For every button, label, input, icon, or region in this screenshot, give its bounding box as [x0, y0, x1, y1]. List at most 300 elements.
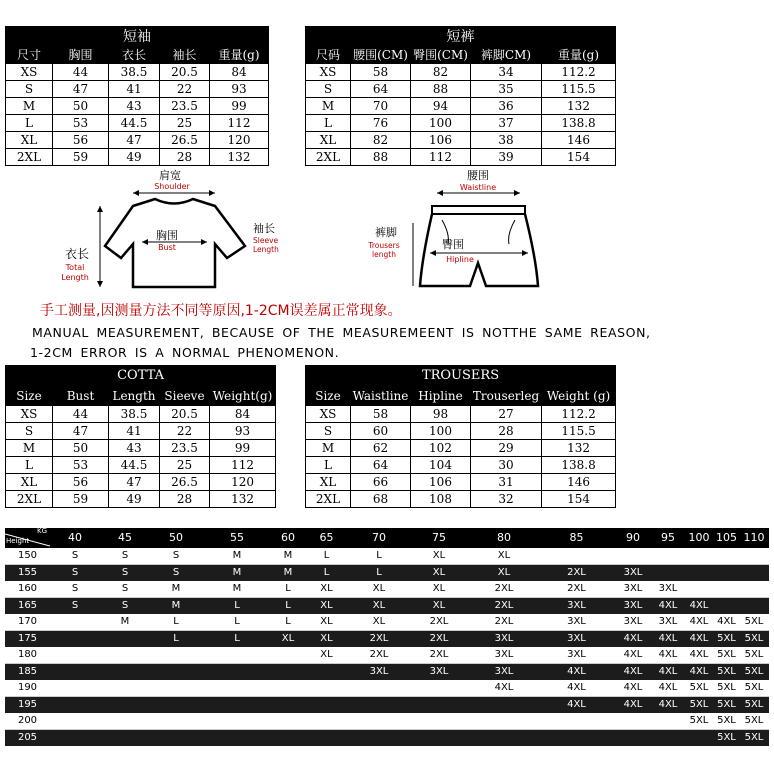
grid-corner-cell — [5, 528, 50, 548]
size-cell: S — [150, 548, 202, 565]
size-cell — [684, 581, 714, 598]
size-cell: L — [272, 614, 304, 631]
value-cell: 102 — [411, 440, 471, 457]
size-cell: 2XL — [349, 631, 409, 648]
size-cell — [150, 680, 202, 697]
size-cell — [50, 614, 100, 631]
value-cell: 70 — [351, 98, 411, 115]
size-cell: 5XL — [714, 713, 739, 730]
value-cell: 28 — [471, 423, 542, 440]
value-cell: 26.5 — [160, 132, 210, 149]
size-cell: 4XL — [539, 664, 614, 681]
size-cell: 3XL — [539, 614, 614, 631]
size-cell — [150, 664, 202, 681]
size-cell — [409, 713, 469, 730]
size-cell: XL — [349, 581, 409, 598]
value-cell: 49 — [109, 491, 160, 508]
value-cell: 28 — [160, 149, 210, 166]
value-cell: 56 — [53, 474, 109, 491]
size-cell: XL — [306, 132, 351, 149]
weight-header-cell: 65 — [304, 528, 349, 548]
size-cell: 2XL — [306, 491, 351, 508]
value-cell: 62 — [351, 440, 411, 457]
size-cell: S — [100, 598, 150, 615]
waist-label-cn: 腰围 — [467, 169, 489, 182]
size-cell: 5XL — [739, 631, 769, 648]
value-cell: 20.5 — [160, 406, 210, 423]
size-cell — [202, 697, 272, 714]
size-cell — [739, 565, 769, 582]
weight-header-cell: 60 — [272, 528, 304, 548]
size-cell: S — [6, 423, 53, 440]
trouser-label-en-2: length — [372, 250, 396, 259]
value-cell: 49 — [109, 149, 160, 166]
height-cell: 165 — [5, 598, 50, 615]
grid-row — [5, 647, 769, 664]
grid-row — [5, 664, 769, 681]
header-cell: 臀围(CM) — [411, 47, 471, 64]
size-cell: M — [6, 440, 53, 457]
value-cell: 104 — [411, 457, 471, 474]
height-cell: 185 — [5, 664, 50, 681]
weight-header-cell: 50 — [150, 528, 202, 548]
value-cell: 34 — [471, 64, 542, 81]
value-cell: 84 — [210, 64, 269, 81]
grid-row — [5, 631, 769, 648]
size-cell: 5XL — [714, 647, 739, 664]
header-cell: 衣长 — [109, 47, 160, 64]
table-row — [6, 149, 269, 166]
value-cell: 84 — [210, 406, 276, 423]
header-cell: 胸围 — [53, 47, 109, 64]
table-row — [6, 406, 276, 423]
value-cell: 56 — [53, 132, 109, 149]
value-cell: 38 — [471, 132, 542, 149]
value-cell: 154 — [542, 149, 616, 166]
size-cell — [202, 680, 272, 697]
value-cell: 39 — [471, 149, 542, 166]
size-cell: 5XL — [684, 713, 714, 730]
size-cell — [100, 631, 150, 648]
size-cell: 3XL — [614, 565, 652, 582]
size-cell: XL — [304, 631, 349, 648]
table-row — [306, 457, 616, 474]
size-cell — [469, 730, 539, 747]
size-cell — [739, 598, 769, 615]
value-cell: 47 — [53, 423, 109, 440]
size-cell: S — [50, 548, 100, 565]
size-cell: 3XL — [539, 598, 614, 615]
value-cell: 60 — [351, 423, 411, 440]
table-row — [306, 115, 616, 132]
size-cell: 4XL — [652, 680, 684, 697]
hip-label-cn: 臀围 — [442, 238, 464, 251]
size-cell: M — [6, 98, 53, 115]
height-cell: 170 — [5, 614, 50, 631]
size-cell — [272, 647, 304, 664]
sleeve-label-cn: 袖长 — [253, 222, 275, 235]
size-cell — [614, 548, 652, 565]
value-cell: 58 — [351, 64, 411, 81]
size-cell — [652, 565, 684, 582]
value-cell: 29 — [471, 440, 542, 457]
weight-header-cell: 40 — [50, 528, 100, 548]
value-cell: 20.5 — [160, 64, 210, 81]
size-cell — [684, 548, 714, 565]
size-cell: 5XL — [739, 647, 769, 664]
size-cell: L — [202, 598, 272, 615]
size-cell — [100, 730, 150, 747]
size-cell: 5XL — [714, 680, 739, 697]
table-row — [6, 423, 276, 440]
size-cell: 4XL — [684, 664, 714, 681]
header-cell: 腰围(CM) — [351, 47, 411, 64]
value-cell: 132 — [542, 440, 616, 457]
size-cell: M — [272, 565, 304, 582]
size-cell: XL — [349, 598, 409, 615]
value-cell: 112.2 — [542, 406, 616, 423]
size-cell: 4XL — [614, 631, 652, 648]
value-cell: 100 — [411, 423, 471, 440]
value-cell: 50 — [53, 98, 109, 115]
weight-header-cell: 95 — [652, 528, 684, 548]
size-cell: XL — [349, 614, 409, 631]
size-cell — [272, 697, 304, 714]
waist-label-en: Waistline — [459, 183, 497, 192]
hip-label-en: Hipline — [446, 255, 474, 264]
weight-header-cell: 75 — [409, 528, 469, 548]
shorts-measurement-diagram — [360, 168, 560, 298]
header-cell: Weight(g) — [210, 387, 276, 406]
length-label-en-1: Total — [65, 263, 85, 272]
size-cell: 3XL — [652, 614, 684, 631]
value-cell: 30 — [471, 457, 542, 474]
size-cell: 2XL — [409, 614, 469, 631]
height-cell: 195 — [5, 697, 50, 714]
size-cell — [409, 730, 469, 747]
table-row — [306, 132, 616, 149]
size-cell: 5XL — [714, 664, 739, 681]
grid-row — [5, 730, 769, 747]
size-cell — [469, 713, 539, 730]
grid-row — [5, 581, 769, 598]
table-row — [6, 64, 269, 81]
value-cell: 41 — [109, 423, 160, 440]
value-cell: 112 — [411, 149, 471, 166]
size-cell — [50, 713, 100, 730]
size-cell — [652, 713, 684, 730]
size-cell: S — [306, 423, 351, 440]
size-cell: XS — [6, 64, 53, 81]
size-cell: 3XL — [539, 631, 614, 648]
size-cell: L — [304, 548, 349, 565]
value-cell: 132 — [542, 98, 616, 115]
size-cell: 3XL — [409, 664, 469, 681]
size-cell: 4XL — [652, 631, 684, 648]
table-row — [306, 491, 616, 508]
grid-row — [5, 680, 769, 697]
weight-header-cell: 100 — [684, 528, 714, 548]
trouser-label-en-1: Trousers — [368, 241, 400, 250]
size-cell — [714, 581, 739, 598]
size-cell — [100, 680, 150, 697]
size-cell — [202, 647, 272, 664]
size-cell — [150, 647, 202, 664]
height-cell: 190 — [5, 680, 50, 697]
size-cell — [739, 548, 769, 565]
size-cell: S — [306, 81, 351, 98]
height-cell: 180 — [5, 647, 50, 664]
size-cell — [409, 680, 469, 697]
header-cell: Size — [306, 387, 351, 406]
value-cell: 100 — [411, 115, 471, 132]
shorts-size-table-cn — [305, 26, 616, 166]
value-cell: 64 — [351, 81, 411, 98]
size-cell — [614, 730, 652, 747]
grid-row — [5, 697, 769, 714]
size-cell — [100, 697, 150, 714]
table-row — [306, 474, 616, 491]
value-cell: 47 — [109, 132, 160, 149]
header-cell: Waistline — [351, 387, 411, 406]
size-cell — [684, 565, 714, 582]
value-cell: 115.5 — [542, 423, 616, 440]
value-cell: 22 — [160, 81, 210, 98]
header-cell: Size — [6, 387, 53, 406]
size-cell: 2XL — [349, 647, 409, 664]
value-cell: 120 — [210, 474, 276, 491]
size-cell: XL — [409, 598, 469, 615]
value-cell: 68 — [351, 491, 411, 508]
size-cell: XL — [272, 631, 304, 648]
sleeve-label-en-2: Length — [253, 245, 279, 254]
size-cell: M — [306, 440, 351, 457]
size-cell — [469, 697, 539, 714]
size-cell: 5XL — [739, 680, 769, 697]
size-cell — [100, 664, 150, 681]
value-cell: 106 — [411, 132, 471, 149]
size-cell: XL — [6, 474, 53, 491]
size-cell: L — [306, 457, 351, 474]
value-cell: 36 — [471, 98, 542, 115]
bust-label-en: Bust — [158, 243, 176, 252]
size-cell — [272, 730, 304, 747]
value-cell: 41 — [109, 81, 160, 98]
value-cell: 35 — [471, 81, 542, 98]
weight-header-cell: 110 — [739, 528, 769, 548]
size-cell: 4XL — [684, 631, 714, 648]
size-cell — [739, 581, 769, 598]
size-cell: S — [100, 581, 150, 598]
value-cell: 27 — [471, 406, 542, 423]
weight-header-cell: 80 — [469, 528, 539, 548]
size-cell: M — [202, 565, 272, 582]
grid-row — [5, 565, 769, 582]
header-cell: Bust — [53, 387, 109, 406]
size-cell: 5XL — [714, 697, 739, 714]
value-cell: 112 — [210, 457, 276, 474]
size-cell: 2XL — [469, 581, 539, 598]
size-cell — [349, 680, 409, 697]
value-cell: 106 — [411, 474, 471, 491]
value-cell: 112 — [210, 115, 269, 132]
size-cell: S — [6, 81, 53, 98]
value-cell: 138.8 — [542, 457, 616, 474]
size-cell: 5XL — [739, 730, 769, 747]
size-cell: M — [272, 548, 304, 565]
size-cell — [539, 730, 614, 747]
value-cell: 37 — [471, 115, 542, 132]
corner-kg-label: KG — [36, 528, 47, 535]
value-cell: 93 — [210, 81, 269, 98]
table-title: COTTA — [6, 366, 276, 387]
value-cell: 50 — [53, 440, 109, 457]
value-cell: 26.5 — [160, 474, 210, 491]
table-row — [306, 440, 616, 457]
size-cell: 3XL — [539, 647, 614, 664]
size-cell: 4XL — [614, 647, 652, 664]
weight-header-cell: 105 — [714, 528, 739, 548]
value-cell: 47 — [53, 81, 109, 98]
shoulder-label-en: Shoulder — [154, 182, 190, 191]
size-cell — [202, 713, 272, 730]
size-cell: XS — [306, 406, 351, 423]
grid-row — [5, 713, 769, 730]
value-cell: 25 — [160, 457, 210, 474]
size-cell: 2XL — [6, 491, 53, 508]
size-cell: 5XL — [684, 680, 714, 697]
table-row — [6, 132, 269, 149]
length-label-en-2: Length — [61, 273, 89, 282]
size-cell: 4XL — [539, 697, 614, 714]
size-cell: L — [150, 614, 202, 631]
value-cell: 58 — [351, 406, 411, 423]
size-cell: 5XL — [739, 713, 769, 730]
size-cell: XL — [304, 598, 349, 615]
table-row — [306, 81, 616, 98]
value-cell: 99 — [210, 98, 269, 115]
value-cell: 94 — [411, 98, 471, 115]
size-cell — [272, 664, 304, 681]
height-cell: 175 — [5, 631, 50, 648]
value-cell: 108 — [411, 491, 471, 508]
size-cell: 3XL — [469, 631, 539, 648]
size-cell: 4XL — [652, 598, 684, 615]
size-cell: XL — [304, 614, 349, 631]
size-cell: 4XL — [469, 680, 539, 697]
size-cell — [304, 680, 349, 697]
size-cell: 4XL — [652, 697, 684, 714]
grid-row — [5, 598, 769, 615]
size-cell: 3XL — [614, 614, 652, 631]
header-cell: Hipline — [411, 387, 471, 406]
value-cell: 38.5 — [109, 64, 160, 81]
table-row — [6, 491, 276, 508]
header-cell: 袖长 — [160, 47, 210, 64]
size-cell: 4XL — [614, 680, 652, 697]
table-row — [6, 81, 269, 98]
size-cell — [50, 664, 100, 681]
bust-label-cn: 胸围 — [156, 229, 178, 242]
measurement-note-cn: 手工测量,因测量方法不同等原因,1-2CM误差属正常现象。 — [40, 303, 402, 319]
corner-height-label: Height — [6, 537, 30, 545]
size-cell — [150, 730, 202, 747]
height-cell: 160 — [5, 581, 50, 598]
grid-row — [5, 548, 769, 565]
size-cell: XL — [409, 565, 469, 582]
value-cell: 76 — [351, 115, 411, 132]
size-cell: 4XL — [614, 697, 652, 714]
shirt-measurement-diagram — [55, 168, 295, 293]
size-cell: XL — [6, 132, 53, 149]
size-cell — [150, 713, 202, 730]
size-cell — [50, 697, 100, 714]
size-cell: 2XL — [539, 581, 614, 598]
weight-header-cell: 55 — [202, 528, 272, 548]
value-cell: 99 — [210, 440, 276, 457]
header-cell: 裤脚CM) — [471, 47, 542, 64]
value-cell: 53 — [53, 115, 109, 132]
size-cell — [714, 548, 739, 565]
size-cell — [50, 631, 100, 648]
value-cell: 22 — [160, 423, 210, 440]
header-cell: 尺码 — [306, 47, 351, 64]
size-cell — [202, 664, 272, 681]
size-cell: 4XL — [614, 664, 652, 681]
value-cell: 82 — [411, 64, 471, 81]
size-cell: S — [100, 565, 150, 582]
size-cell: 5XL — [684, 697, 714, 714]
size-cell — [304, 664, 349, 681]
header-cell: 重量(g) — [210, 47, 269, 64]
size-cell: 2XL — [306, 149, 351, 166]
size-cell: M — [150, 598, 202, 615]
size-cell: S — [50, 581, 100, 598]
value-cell: 115.5 — [542, 81, 616, 98]
size-cell — [202, 730, 272, 747]
size-cell: XS — [306, 64, 351, 81]
value-cell: 47 — [109, 474, 160, 491]
header-cell: Length — [109, 387, 160, 406]
size-cell: M — [100, 614, 150, 631]
size-cell: M — [306, 98, 351, 115]
value-cell: 93 — [210, 423, 276, 440]
value-cell: 44 — [53, 406, 109, 423]
value-cell: 23.5 — [160, 98, 210, 115]
size-cell: S — [50, 598, 100, 615]
trousers-size-table — [305, 365, 616, 508]
height-cell: 155 — [5, 565, 50, 582]
table-row — [6, 440, 276, 457]
size-cell: M — [202, 581, 272, 598]
size-cell: 4XL — [652, 664, 684, 681]
size-cell: 2XL — [469, 614, 539, 631]
value-cell: 138.8 — [542, 115, 616, 132]
table-row — [306, 64, 616, 81]
size-cell: 2XL — [469, 598, 539, 615]
size-cell — [652, 548, 684, 565]
value-cell: 132 — [210, 491, 276, 508]
shoulder-label-cn: 肩宽 — [159, 169, 181, 182]
weight-header-cell: 90 — [614, 528, 652, 548]
value-cell: 59 — [53, 491, 109, 508]
size-cell: 4XL — [714, 614, 739, 631]
size-cell: L — [6, 115, 53, 132]
size-cell: 3XL — [349, 664, 409, 681]
size-cell: 5XL — [739, 697, 769, 714]
size-cell: 3XL — [614, 598, 652, 615]
table-row — [306, 423, 616, 440]
